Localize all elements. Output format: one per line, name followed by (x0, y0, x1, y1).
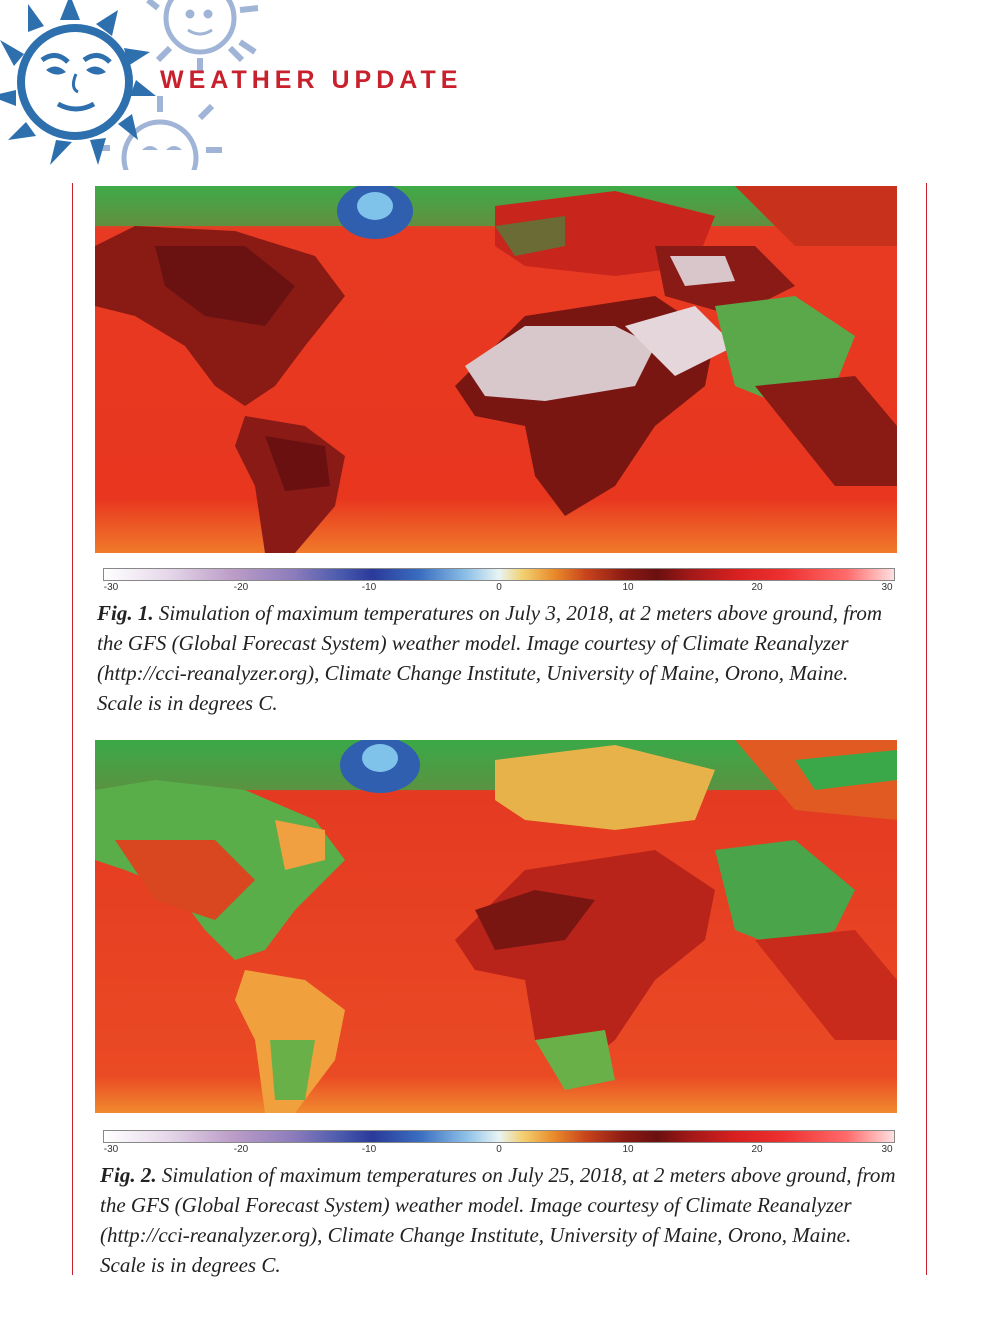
page-rule-right (926, 183, 927, 1275)
scale-tick: 0 (496, 1144, 502, 1155)
scale-tick: 10 (622, 582, 634, 593)
color-scale-bar (103, 1130, 895, 1143)
temperature-scale-figure-1 (103, 568, 895, 596)
scale-tick: 10 (622, 1144, 634, 1155)
section-title: WEATHER UPDATE (160, 66, 463, 94)
scale-tick: 20 (751, 582, 763, 593)
temperature-map-figure-1 (95, 186, 897, 553)
color-scale-bar (103, 568, 895, 581)
scale-tick: 0 (496, 582, 502, 593)
scale-tick: 20 (751, 1144, 763, 1155)
temperature-map-figure-2 (95, 740, 897, 1113)
scale-tick: -20 (233, 1144, 249, 1155)
figure-2-caption (100, 1160, 900, 1280)
figure-1-caption (97, 598, 897, 718)
temperature-scale-figure-2 (103, 1130, 895, 1158)
figure-label: Fig. 1. (97, 601, 154, 625)
scale-tick: -30 (103, 1144, 119, 1155)
page-rule-left (72, 183, 73, 1275)
scale-tick: 30 (881, 582, 893, 593)
scale-tick: -30 (103, 582, 119, 593)
figure-label: Fig. 2. (100, 1163, 157, 1187)
scale-tick: -10 (361, 582, 377, 593)
scale-tick: -20 (233, 582, 249, 593)
caption-text: Simulation of maximum temperatures on July 25, 2018, at 2 meters above ground, from the GFS (Global Forecast System) weather model. Image courtesy of Climate Reanalyzer (http://cci-reanalyzer.org), Climate Change Institute, University of Maine, Orono, Maine. Scale is in degrees C. (100, 1163, 896, 1277)
scale-tick: 30 (881, 1144, 893, 1155)
caption-text: Simulation of maximum temperatures on July 3, 2018, at 2 meters above ground, from the GFS (Global Forecast System) weather model. Image courtesy of Climate Reanalyzer (http://cci-reanalyzer.org), Climate Change Institute, University of Maine, Orono, Maine. Scale is in degrees C. (97, 601, 883, 715)
scale-tick: -10 (361, 1144, 377, 1155)
small-sun-top-icon (148, 0, 258, 72)
